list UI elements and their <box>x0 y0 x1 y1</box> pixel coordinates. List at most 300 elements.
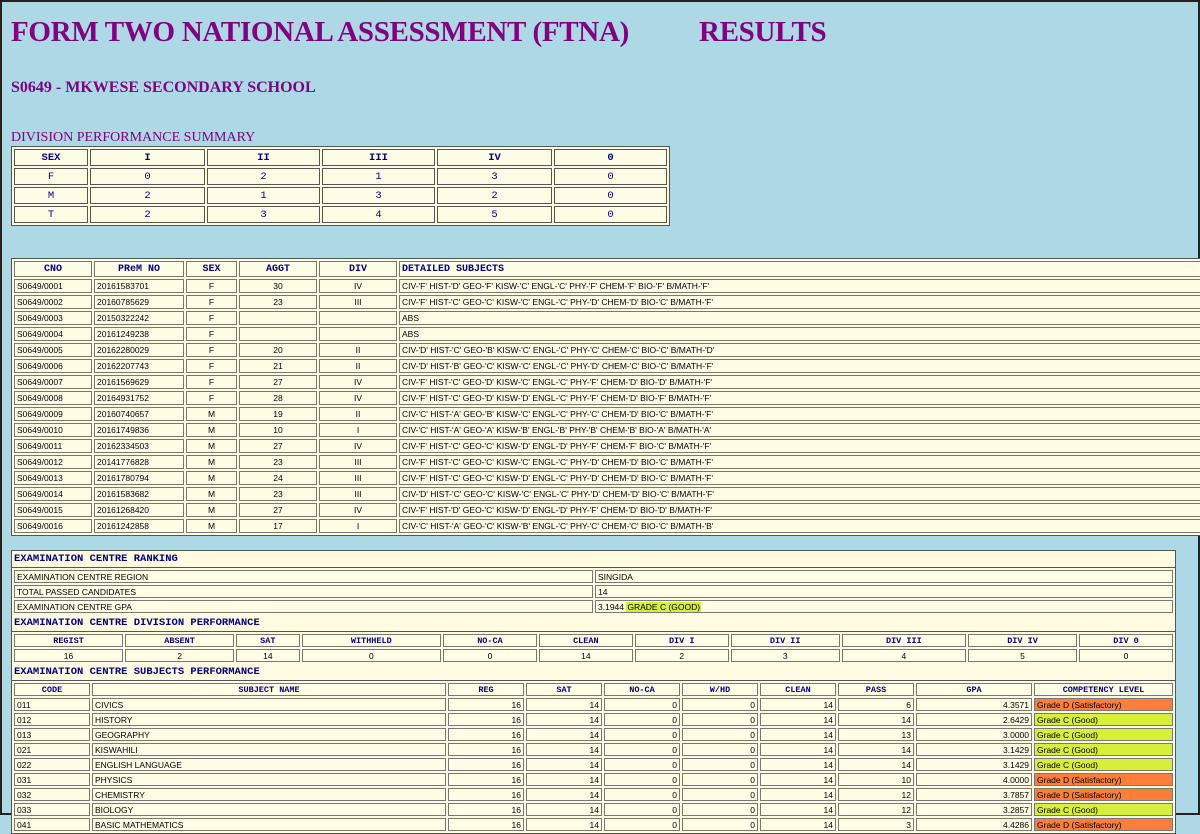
table-cell: 12 <box>838 788 914 801</box>
table-cell: 24 <box>239 471 317 485</box>
table-cell: CHEMISTRY <box>92 788 446 801</box>
table-cell: 0 <box>1079 649 1173 662</box>
table-cell: 12 <box>838 803 914 816</box>
table-cell: S0649/0016 <box>14 519 92 533</box>
table-row <box>14 187 667 204</box>
table-cell: CIV-'C' HIST-'A' GEO-'C' KISW-'B' ENGL-'C' PHY-'C' CHEM-'C' BIO-'C' B/MATH-'B' <box>399 519 1200 533</box>
table-cell: 3.0000 <box>916 728 1032 741</box>
competency-badge: Grade D (Satisfactory) <box>1034 698 1173 711</box>
table-cell: PHYSICS <box>92 773 446 786</box>
table-row <box>14 503 1200 517</box>
column-header: NO-CA <box>443 634 537 647</box>
table-cell: CIV-'D' HIST-'C' GEO-'C' KISW-'C' ENGL-'C' PHY-'D' CHEM-'D' BIO-'C' B/MATH-'F' <box>399 487 1200 501</box>
table-cell: S0649/0013 <box>14 471 92 485</box>
column-header: PASS <box>838 683 914 696</box>
table-cell: M <box>186 439 237 453</box>
table-cell: GEOGRAPHY <box>92 728 446 741</box>
table-cell: 14 <box>526 698 602 711</box>
table-row <box>14 728 1173 741</box>
table-cell: M <box>186 455 237 469</box>
table-cell: 14 <box>760 728 836 741</box>
table-cell: 20 <box>239 343 317 357</box>
table-cell: 4.3571 <box>916 698 1032 711</box>
table-cell: S0649/0003 <box>14 311 92 325</box>
table-header-row <box>14 683 1173 696</box>
table-cell: III <box>319 295 397 309</box>
table-row <box>14 487 1200 501</box>
table-cell: II <box>319 343 397 357</box>
table-cell: 0 <box>682 803 758 816</box>
table-cell: 14 <box>526 728 602 741</box>
table-cell: S0649/0006 <box>14 359 92 373</box>
table-cell: M <box>14 187 88 204</box>
table-row <box>14 359 1200 373</box>
column-header: DETAILED SUBJECTS <box>399 261 1200 277</box>
table-cell: F <box>186 279 237 293</box>
table-cell: 6 <box>838 698 914 711</box>
table-cell: 4 <box>842 649 966 662</box>
table-cell: 0 <box>604 758 680 771</box>
table-row <box>14 375 1200 389</box>
table-cell: I <box>319 519 397 533</box>
table-row <box>14 279 1200 293</box>
table-cell: IV <box>319 503 397 517</box>
table-cell: 3.2857 <box>916 803 1032 816</box>
column-header: PReM NO <box>94 261 184 277</box>
table-cell: M <box>186 423 237 437</box>
table-row <box>14 327 1200 341</box>
passed-value: 14 <box>595 585 1173 598</box>
column-header: DIV <box>319 261 397 277</box>
table-cell: 20164931752 <box>94 391 184 405</box>
gpa-value: 3.1944 <box>598 601 624 612</box>
table-row <box>14 570 1173 583</box>
column-header: CLEAN <box>760 683 836 696</box>
column-header: REG <box>448 683 524 696</box>
column-header: SAT <box>236 634 299 647</box>
table-cell: 20162334503 <box>94 439 184 453</box>
table-cell: 14 <box>760 758 836 771</box>
competency-badge: Grade D (Satisfactory) <box>1034 773 1173 786</box>
table-cell: 10 <box>239 423 317 437</box>
table-cell: 14 <box>539 649 633 662</box>
table-cell: 14 <box>526 743 602 756</box>
table-cell: 2 <box>90 187 205 204</box>
title-right: RESULTS <box>698 16 827 48</box>
table-row <box>14 758 1173 771</box>
table-cell: 3 <box>207 206 320 223</box>
table-cell: 20141776828 <box>94 455 184 469</box>
division-summary-caption: DIVISION PERFORMANCE SUMMARY <box>11 130 256 145</box>
table-cell: 14 <box>760 698 836 711</box>
division-performance-title: EXAMINATION CENTRE DIVISION PERFORMANCE <box>12 615 1175 632</box>
table-cell: 3 <box>437 168 552 185</box>
table-row <box>14 818 1173 831</box>
table-cell: 14 <box>838 758 914 771</box>
competency-badge: Grade D (Satisfactory) <box>1034 818 1173 831</box>
table-cell: IV <box>319 439 397 453</box>
table-row <box>14 600 1173 613</box>
table-cell <box>239 327 317 341</box>
table-cell: 16 <box>14 649 123 662</box>
table-cell: 14 <box>526 788 602 801</box>
table-cell: CIVICS <box>92 698 446 711</box>
table-cell: 28 <box>239 391 317 405</box>
table-cell: S0649/0008 <box>14 391 92 405</box>
table-row <box>14 649 1173 662</box>
table-row <box>14 788 1173 801</box>
table-cell: T <box>14 206 88 223</box>
table-cell: 27 <box>239 503 317 517</box>
table-cell: M <box>186 503 237 517</box>
table-row <box>14 168 667 185</box>
table-row <box>14 439 1200 453</box>
table-cell: 0 <box>604 728 680 741</box>
table-cell: F <box>186 359 237 373</box>
table-cell: 14 <box>526 758 602 771</box>
table-cell: ABS <box>399 327 1200 341</box>
division-summary-table <box>11 146 670 226</box>
passed-label: TOTAL PASSED CANDIDATES <box>14 585 593 598</box>
table-cell: 16 <box>448 743 524 756</box>
gpa-label: EXAMINATION CENTRE GPA <box>14 600 593 613</box>
table-cell: S0649/0011 <box>14 439 92 453</box>
table-cell: KISWAHILI <box>92 743 446 756</box>
table-cell: F <box>186 343 237 357</box>
table-cell: S0649/0015 <box>14 503 92 517</box>
table-cell: F <box>14 168 88 185</box>
gpa-grade-badge: GRADE C (GOOD) <box>627 601 701 612</box>
table-cell: M <box>186 471 237 485</box>
table-row <box>14 423 1200 437</box>
table-cell: CIV-'D' HIST-'C' GEO-'B' KISW-'C' ENGL-'C' PHY-'C' CHEM-'C' BIO-'C' B/MATH-'D' <box>399 343 1200 357</box>
table-cell: 20160740657 <box>94 407 184 421</box>
column-header: SAT <box>526 683 602 696</box>
table-cell: IV <box>319 279 397 293</box>
table-cell: III <box>319 471 397 485</box>
table-row <box>14 471 1200 485</box>
table-cell: 1 <box>322 168 435 185</box>
table-cell: 0 <box>604 743 680 756</box>
table-cell: F <box>186 311 237 325</box>
table-cell: 14 <box>526 803 602 816</box>
table-cell: 3 <box>838 818 914 831</box>
table-cell: 14 <box>760 803 836 816</box>
table-cell: 0 <box>604 698 680 711</box>
table-cell: CIV-'C' HIST-'A' GEO-'B' KISW-'C' ENGL-'C' PHY-'C' CHEM-'D' BIO-'C' B/MATH-'F' <box>399 407 1200 421</box>
table-cell: S0649/0010 <box>14 423 92 437</box>
table-cell: II <box>319 359 397 373</box>
table-cell: 14 <box>526 818 602 831</box>
table-cell: I <box>319 423 397 437</box>
table-cell: 0 <box>682 788 758 801</box>
competency-badge: Grade D (Satisfactory) <box>1034 788 1173 801</box>
gpa-cell <box>595 600 1173 613</box>
table-cell: S0649/0009 <box>14 407 92 421</box>
table-cell: S0649/0012 <box>14 455 92 469</box>
table-cell: 2 <box>635 649 729 662</box>
table-cell: CIV-'F' HIST-'C' GEO-'C' KISW-'C' ENGL-'C' PHY-'D' CHEM-'D' BIO-'C' B/MATH-'F' <box>399 295 1200 309</box>
table-cell: 16 <box>448 758 524 771</box>
table-cell: 0 <box>604 788 680 801</box>
table-cell: 10 <box>838 773 914 786</box>
table-cell: CIV-'F' HIST-'C' GEO-'C' KISW-'C' ENGL-'C' PHY-'D' CHEM-'D' BIO-'C' B/MATH-'F' <box>399 455 1200 469</box>
table-cell: 013 <box>14 728 90 741</box>
table-cell: 20160785629 <box>94 295 184 309</box>
table-cell: 16 <box>448 728 524 741</box>
table-cell: 011 <box>14 698 90 711</box>
table-cell: 20162207743 <box>94 359 184 373</box>
table-cell: 021 <box>14 743 90 756</box>
table-cell: 0 <box>604 773 680 786</box>
table-cell: 3.1429 <box>916 743 1032 756</box>
table-cell: 14 <box>760 788 836 801</box>
table-cell: 0 <box>682 728 758 741</box>
region-label: EXAMINATION CENTRE REGION <box>14 570 593 583</box>
subjects-performance-title: EXAMINATION CENTRE SUBJECTS PERFORMANCE <box>12 664 1175 681</box>
table-cell: 041 <box>14 818 90 831</box>
table-row <box>14 519 1200 533</box>
table-cell: 4.4286 <box>916 818 1032 831</box>
ranking-title: EXAMINATION CENTRE RANKING <box>12 551 1175 568</box>
table-cell: 16 <box>448 713 524 726</box>
students-table <box>11 258 1200 536</box>
column-header: SEX <box>186 261 237 277</box>
table-cell: IV <box>319 391 397 405</box>
table-cell: 0 <box>604 803 680 816</box>
division-performance-table <box>12 632 1175 664</box>
table-cell <box>239 311 317 325</box>
table-cell: 14 <box>760 773 836 786</box>
table-cell: 13 <box>838 728 914 741</box>
table-cell: F <box>186 295 237 309</box>
table-cell: 3 <box>322 187 435 204</box>
table-cell: CIV-'F' HIST-'C' GEO-'C' KISW-'D' ENGL-'C' PHY-'D' CHEM-'D' BIO-'C' B/MATH-'F' <box>399 471 1200 485</box>
column-header: CODE <box>14 683 90 696</box>
table-cell: BIOLOGY <box>92 803 446 816</box>
table-cell: 0 <box>90 168 205 185</box>
results-page <box>2 2 1198 830</box>
table-cell: 30 <box>239 279 317 293</box>
column-header: 0 <box>554 149 667 166</box>
table-cell <box>319 311 397 325</box>
table-cell: 23 <box>239 295 317 309</box>
table-cell: 23 <box>239 455 317 469</box>
table-cell: 0 <box>302 649 441 662</box>
table-cell: 16 <box>448 788 524 801</box>
table-cell: M <box>186 407 237 421</box>
table-row <box>14 455 1200 469</box>
column-header: CNO <box>14 261 92 277</box>
table-cell: 031 <box>14 773 90 786</box>
table-cell: 5 <box>968 649 1077 662</box>
table-row <box>14 773 1173 786</box>
table-cell: 16 <box>448 773 524 786</box>
column-header: IV <box>437 149 552 166</box>
table-cell: 5 <box>437 206 552 223</box>
ranking-table <box>12 568 1175 615</box>
column-header: WITHHELD <box>302 634 441 647</box>
region-value: SINGIDA <box>595 570 1173 583</box>
table-cell: 2.6429 <box>916 713 1032 726</box>
table-cell: 14 <box>526 773 602 786</box>
table-row <box>14 713 1173 726</box>
table-cell: S0649/0001 <box>14 279 92 293</box>
title-left: FORM TWO NATIONAL ASSESSMENT (FTNA) <box>11 16 629 48</box>
table-cell: III <box>319 455 397 469</box>
table-cell: CIV-'F' HIST-'D' GEO-'F' KISW-'C' ENGL-'C' PHY-'F' CHEM-'F' BIO-'F' B/MATH-'F' <box>399 279 1200 293</box>
competency-badge: Grade C (Good) <box>1034 803 1173 816</box>
competency-badge: Grade C (Good) <box>1034 713 1173 726</box>
table-cell: 14 <box>838 713 914 726</box>
table-cell: 20162280029 <box>94 343 184 357</box>
column-header: GPA <box>916 683 1032 696</box>
column-header: II <box>207 149 320 166</box>
column-header: REGIST <box>14 634 123 647</box>
table-cell: 1 <box>207 187 320 204</box>
table-cell: 14 <box>526 713 602 726</box>
table-cell: IV <box>319 375 397 389</box>
table-row <box>14 311 1200 325</box>
table-cell: 20161249238 <box>94 327 184 341</box>
table-cell: F <box>186 327 237 341</box>
table-cell: CIV-'F' HIST-'C' GEO-'C' KISW-'D' ENGL-'D' PHY-'F' CHEM-'F' BIO-'C' B/MATH-'F' <box>399 439 1200 453</box>
column-header: DIV III <box>842 634 966 647</box>
table-cell: S0649/0004 <box>14 327 92 341</box>
table-cell: 3 <box>731 649 840 662</box>
competency-badge: Grade C (Good) <box>1034 743 1173 756</box>
table-cell: 022 <box>14 758 90 771</box>
table-header-row <box>14 634 1173 647</box>
table-cell: 19 <box>239 407 317 421</box>
table-cell: CIV-'C' HIST-'A' GEO-'A' KISW-'B' ENGL-'B' PHY-'B' CHEM-'B' BIO-'A' B/MATH-'A' <box>399 423 1200 437</box>
table-cell: 20161780794 <box>94 471 184 485</box>
table-cell: 0 <box>443 649 537 662</box>
column-header: W/HD <box>682 683 758 696</box>
column-header: COMPETENCY LEVEL <box>1034 683 1173 696</box>
table-cell: II <box>319 407 397 421</box>
table-header-row <box>14 261 1200 277</box>
table-cell: 27 <box>239 375 317 389</box>
table-cell: 0 <box>554 187 667 204</box>
table-row <box>14 698 1173 711</box>
table-cell: 14 <box>236 649 299 662</box>
table-cell: 3.1429 <box>916 758 1032 771</box>
table-cell: III <box>319 487 397 501</box>
table-cell: 4.0000 <box>916 773 1032 786</box>
table-cell: 14 <box>838 743 914 756</box>
table-cell: F <box>186 391 237 405</box>
table-header-row <box>14 149 667 166</box>
centre-section <box>11 550 1176 834</box>
table-cell: 14 <box>760 743 836 756</box>
table-cell: 0 <box>604 818 680 831</box>
table-cell: 16 <box>448 698 524 711</box>
table-cell: 2 <box>125 649 234 662</box>
table-cell: 21 <box>239 359 317 373</box>
table-cell: S0649/0005 <box>14 343 92 357</box>
table-cell: S0649/0007 <box>14 375 92 389</box>
column-header: DIV I <box>635 634 729 647</box>
table-cell: 14 <box>760 713 836 726</box>
table-cell: HISTORY <box>92 713 446 726</box>
table-cell: 032 <box>14 788 90 801</box>
table-cell: M <box>186 519 237 533</box>
column-header: I <box>90 149 205 166</box>
table-cell: 2 <box>437 187 552 204</box>
column-header: SUBJECT NAME <box>92 683 446 696</box>
table-cell: 0 <box>554 206 667 223</box>
table-cell: 2 <box>207 168 320 185</box>
table-cell: 16 <box>448 803 524 816</box>
table-cell: 20161583682 <box>94 487 184 501</box>
table-cell: CIV-'F' HIST-'D' GEO-'C' KISW-'D' ENGL-'D' PHY-'F' CHEM-'D' BIO-'D' B/MATH-'F' <box>399 503 1200 517</box>
competency-badge: Grade C (Good) <box>1034 728 1173 741</box>
table-cell: 033 <box>14 803 90 816</box>
table-row <box>14 295 1200 309</box>
table-cell: 0 <box>554 168 667 185</box>
table-row <box>14 803 1173 816</box>
table-cell: F <box>186 375 237 389</box>
column-header: DIV II <box>731 634 840 647</box>
table-cell: 20161268420 <box>94 503 184 517</box>
table-row <box>14 206 667 223</box>
page-title <box>11 16 826 49</box>
table-cell: 20161569629 <box>94 375 184 389</box>
column-header: AGGT <box>239 261 317 277</box>
table-cell: 0 <box>682 698 758 711</box>
table-cell: 012 <box>14 713 90 726</box>
table-cell: 0 <box>682 743 758 756</box>
table-row <box>14 585 1173 598</box>
table-cell: 3.7857 <box>916 788 1032 801</box>
column-header: CLEAN <box>539 634 633 647</box>
table-cell: ABS <box>399 311 1200 325</box>
column-header: NO-CA <box>604 683 680 696</box>
table-cell: 27 <box>239 439 317 453</box>
table-cell: 4 <box>322 206 435 223</box>
column-header: DIV 0 <box>1079 634 1173 647</box>
table-cell: CIV-'F' HIST-'C' GEO-'D' KISW-'C' ENGL-'C' PHY-'F' CHEM-'D' BIO-'D' B/MATH-'F' <box>399 375 1200 389</box>
table-cell <box>319 327 397 341</box>
table-row <box>14 391 1200 405</box>
school-name: S0649 - MKWESE SECONDARY SCHOOL <box>11 79 316 96</box>
competency-badge: Grade C (Good) <box>1034 758 1173 771</box>
column-header: III <box>322 149 435 166</box>
table-row <box>14 407 1200 421</box>
table-cell: 20150322242 <box>94 311 184 325</box>
table-cell: ENGLISH LANGUAGE <box>92 758 446 771</box>
table-cell: 16 <box>448 818 524 831</box>
table-row <box>14 743 1173 756</box>
table-cell: S0649/0002 <box>14 295 92 309</box>
table-cell: 0 <box>682 758 758 771</box>
table-cell: 17 <box>239 519 317 533</box>
table-cell: 0 <box>682 713 758 726</box>
table-cell: 23 <box>239 487 317 501</box>
table-cell: 0 <box>604 713 680 726</box>
table-cell: 0 <box>682 818 758 831</box>
table-cell: 20161749836 <box>94 423 184 437</box>
column-header: SEX <box>14 149 88 166</box>
table-row <box>14 343 1200 357</box>
table-cell: 14 <box>760 818 836 831</box>
table-cell: 0 <box>682 773 758 786</box>
table-cell: CIV-'D' HIST-'B' GEO-'C' KISW-'C' ENGL-'C' PHY-'D' CHEM-'C' BIO-'C' B/MATH-'F' <box>399 359 1200 373</box>
column-header: DIV IV <box>968 634 1077 647</box>
table-cell: M <box>186 487 237 501</box>
table-cell: BASIC MATHEMATICS <box>92 818 446 831</box>
